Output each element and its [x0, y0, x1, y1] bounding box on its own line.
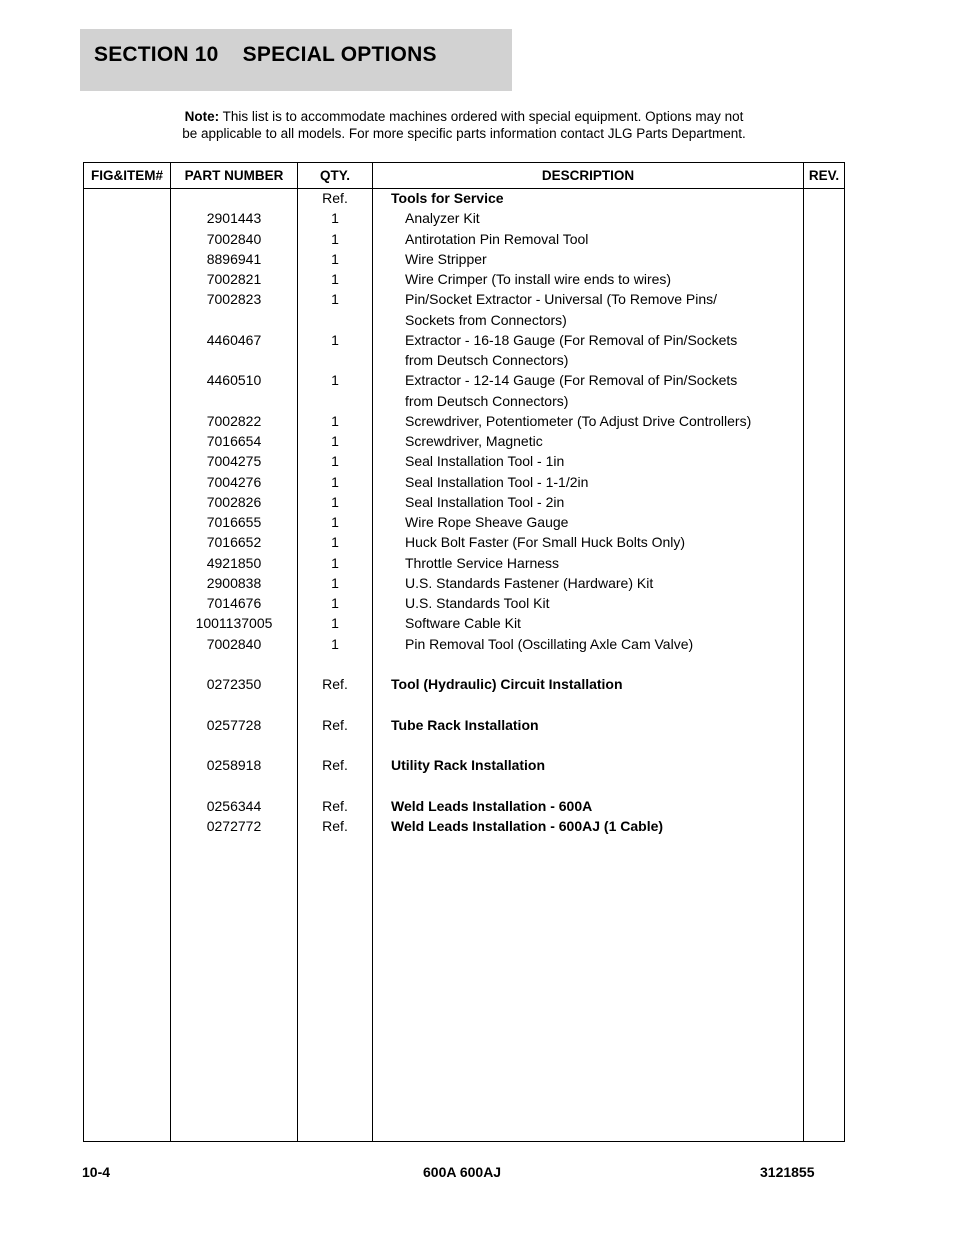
description-cell: Weld Leads Installation - 600A: [391, 797, 593, 814]
footer-page-number: 10-4: [82, 1164, 111, 1180]
column-header-part-number: PART NUMBER: [184, 168, 284, 183]
part-number-cell: 1001137005: [195, 615, 273, 632]
description-cell: Throttle Service Harness: [405, 554, 560, 571]
table-row: [84, 634, 844, 654]
table-row: [84, 431, 844, 451]
column-header-fig-item: FIG&ITEM#: [90, 168, 163, 183]
description-cell: Software Cable Kit: [405, 615, 521, 632]
table-row: [84, 269, 844, 289]
part-number-cell: 2900838: [206, 574, 262, 591]
qty-cell: 1: [331, 453, 339, 470]
table-row: [84, 472, 844, 492]
parts-table: [83, 162, 845, 1142]
qty-cell: 1: [331, 412, 339, 429]
table-row: [84, 674, 844, 694]
qty-cell: 1: [331, 574, 339, 591]
table-row: [84, 512, 844, 532]
part-number-cell: 4460510: [206, 372, 262, 389]
description-cell: Screwdriver, Potentiometer (To Adjust Drive Controllers): [405, 412, 752, 429]
qty-cell: 1: [331, 615, 339, 632]
description-cell: Extractor - 12-14 Gauge (For Removal of Pin/Sockets: [405, 372, 738, 389]
table-row: [84, 654, 844, 674]
note-text-line1: This list is to accommodate machines ordered with special equipment. Options may not: [219, 109, 744, 124]
description-cell: Seal Installation Tool - 1in: [405, 453, 565, 470]
table-row: [84, 229, 844, 249]
section-title: SECTION 10 SPECIAL OPTIONS: [94, 43, 437, 66]
table-row: [84, 188, 844, 208]
table-row: [84, 411, 844, 431]
table-row: [84, 613, 844, 633]
part-number-cell: 7016654: [206, 433, 262, 449]
description-cell: Pin/Socket Extractor - Universal (To Remove Pins/: [405, 291, 717, 308]
qty-cell: Ref.: [322, 757, 348, 773]
description-cell: Screwdriver, Magnetic: [405, 433, 543, 449]
table-row: [84, 451, 844, 471]
part-number-cell: 0256344: [206, 797, 262, 814]
part-number-cell: 7016652: [206, 534, 262, 551]
table-row: [84, 775, 844, 795]
description-cell: from Deutsch Connectors): [405, 392, 569, 409]
qty-cell: 1: [331, 595, 339, 611]
qty-cell: 1: [331, 271, 339, 287]
qty-cell: 1: [331, 554, 339, 571]
part-number-cell: 7002821: [206, 271, 262, 287]
description-cell: Huck Bolt Faster (For Small Huck Bolts Only): [405, 534, 686, 551]
column-header-rev: REV.: [808, 168, 840, 183]
qty-cell: 1: [331, 372, 339, 389]
part-number-cell: 7002840: [206, 635, 262, 652]
part-number-cell: 2901443: [206, 210, 262, 227]
description-cell: Sockets from Connectors): [405, 311, 567, 328]
table-row: [84, 350, 844, 370]
qty-cell: Ref.: [322, 817, 348, 834]
table-row: [84, 735, 844, 755]
description-cell: Tools for Service: [391, 190, 504, 206]
part-number-cell: 0272772: [206, 817, 262, 834]
table-row: [84, 492, 844, 512]
qty-cell: 1: [331, 250, 339, 267]
description-cell: from Deutsch Connectors): [405, 352, 569, 368]
qty-cell: 1: [331, 534, 339, 551]
description-cell: Utility Rack Installation: [391, 757, 546, 773]
qty-cell: Ref.: [322, 190, 348, 206]
description-cell: U.S. Standards Tool Kit: [405, 595, 550, 611]
qty-cell: Ref.: [322, 676, 348, 692]
description-cell: U.S. Standards Fastener (Hardware) Kit: [405, 574, 654, 591]
part-number-cell: 8896941: [206, 250, 262, 267]
part-number-cell: 4921850: [206, 554, 262, 571]
qty-cell: Ref.: [322, 797, 348, 814]
qty-cell: 1: [331, 493, 339, 510]
qty-cell: 1: [331, 291, 339, 308]
table-row: [84, 330, 844, 350]
part-number-cell: 7014676: [206, 595, 262, 611]
description-cell: Wire Crimper (To install wire ends to wires): [405, 271, 672, 287]
qty-cell: 1: [331, 230, 339, 247]
description-cell: Seal Installation Tool - 1-1/2in: [405, 473, 589, 490]
qty-cell: 1: [331, 331, 339, 348]
footer-doc-number: 3121855: [760, 1164, 815, 1180]
description-cell: Weld Leads Installation - 600AJ (1 Cable): [391, 817, 664, 834]
footer-model: 600A 600AJ: [423, 1164, 502, 1180]
qty-cell: Ref.: [322, 716, 348, 733]
part-number-cell: 0258918: [206, 757, 262, 773]
part-number-cell: 7002823: [206, 291, 262, 308]
note-text-line2: be applicable to all models. For more specific parts information contact JLG Parts Department.: [182, 126, 746, 141]
qty-cell: 1: [331, 210, 339, 227]
table-row: [84, 370, 844, 390]
part-number-cell: 0257728: [206, 716, 262, 733]
qty-cell: 1: [331, 433, 339, 449]
table-row: [84, 532, 844, 552]
qty-cell: 1: [331, 635, 339, 652]
part-number-cell: 7002826: [206, 493, 262, 510]
qty-cell: 1: [331, 514, 339, 530]
part-number-cell: 0272350: [206, 676, 262, 692]
table-row: [84, 391, 844, 411]
description-cell: Seal Installation Tool - 2in: [405, 493, 565, 510]
table-row: [84, 694, 844, 714]
column-header-qty: QTY.: [319, 168, 350, 183]
description-cell: Antirotation Pin Removal Tool: [405, 230, 589, 247]
description-cell: Analyzer Kit: [405, 210, 480, 227]
column-header-description: DESCRIPTION: [541, 168, 635, 183]
table-row: [84, 593, 844, 613]
table-row: [84, 715, 844, 735]
table-row: [84, 816, 844, 836]
part-number-cell: 7004276: [206, 473, 262, 490]
table-row: [84, 208, 844, 228]
note-label: Note:: [184, 109, 220, 124]
table-row: [84, 249, 844, 269]
table-row: [84, 796, 844, 816]
description-cell: Wire Rope Sheave Gauge: [405, 514, 569, 530]
part-number-cell: 7004275: [206, 453, 262, 470]
description-cell: Tube Rack Installation: [391, 716, 539, 733]
table-row: [84, 289, 844, 309]
description-cell: Extractor - 16-18 Gauge (For Removal of Pin/Sockets: [405, 331, 738, 348]
qty-cell: 1: [331, 473, 339, 490]
note: [160, 108, 768, 142]
part-number-cell: 7002840: [206, 230, 262, 247]
part-number-cell: 7016655: [206, 514, 262, 530]
section-header: [80, 29, 512, 91]
table-row: [84, 573, 844, 593]
description-cell: Wire Stripper: [405, 250, 487, 267]
part-number-cell: 4460467: [206, 331, 262, 348]
description-cell: Tool (Hydraulic) Circuit Installation: [391, 676, 623, 692]
table-row: [84, 310, 844, 330]
table-row: [84, 755, 844, 775]
description-cell: Pin Removal Tool (Oscillating Axle Cam Valve): [405, 635, 694, 652]
part-number-cell: 7002822: [206, 412, 262, 429]
table-row: [84, 553, 844, 573]
